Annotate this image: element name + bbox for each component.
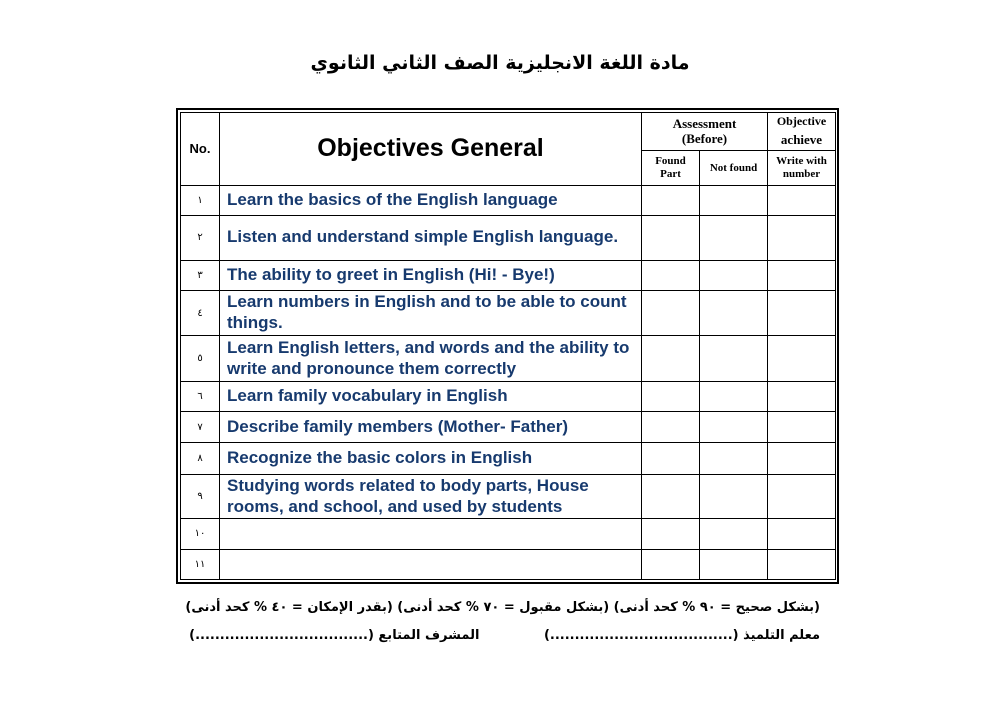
found-part-cell <box>642 519 700 549</box>
not-found-cell <box>700 336 768 381</box>
found-part-cell <box>642 290 700 335</box>
row-number: ٩ <box>181 474 220 518</box>
found-part-cell <box>642 412 700 443</box>
not-found-cell <box>700 290 768 335</box>
header-objective-achieve <box>768 113 836 151</box>
table-row <box>181 260 836 290</box>
row-number: ٢ <box>181 216 220 260</box>
objective-text: The ability to greet in English (Hi! - Bye!) <box>220 260 642 290</box>
row-number: ٤ <box>181 290 220 335</box>
table-row <box>181 290 836 335</box>
write-number-cell <box>768 474 836 518</box>
write-number-cell <box>768 216 836 260</box>
objective-text: Learn family vocabulary in English <box>220 381 642 411</box>
header-objective-line2: achieve <box>780 132 823 148</box>
row-number: ١٠ <box>181 519 220 549</box>
not-found-cell <box>700 185 768 215</box>
table-row <box>181 336 836 381</box>
not-found-cell <box>700 549 768 579</box>
not-found-cell <box>700 412 768 443</box>
write-number-cell <box>768 185 836 215</box>
found-part-cell <box>642 260 700 290</box>
teacher-signature: معلم التلميذ (.....................................) <box>543 628 820 643</box>
not-found-cell <box>700 216 768 260</box>
table-row <box>181 216 836 260</box>
table-row <box>181 519 836 549</box>
objective-text: Describe family members (Mother- Father) <box>220 412 642 443</box>
write-number-cell <box>768 290 836 335</box>
header-write-line1: Write with <box>776 155 827 168</box>
page-title: مادة اللغة الانجليزية الصف الثاني الثانوي <box>310 52 690 74</box>
write-number-cell <box>768 519 836 549</box>
found-part-cell <box>642 443 700 474</box>
signature-line <box>170 628 820 643</box>
write-number-cell <box>768 412 836 443</box>
found-part-cell <box>642 381 700 411</box>
objectives-table <box>180 112 836 580</box>
table-row <box>181 443 836 474</box>
objective-text: Recognize the basic colors in English <box>220 443 642 474</box>
header-found-line1: Found <box>655 155 686 168</box>
header-assessment-line1: Assessment <box>672 115 737 131</box>
objective-text: Learn English letters, and words and the ability to write and pronounce them correctly <box>220 336 642 381</box>
objective-text: Learn the basics of the English language <box>220 185 642 215</box>
found-part-cell <box>642 336 700 381</box>
table-row <box>181 474 836 518</box>
objective-text: Studying words related to body parts, House rooms, and school, and used by students <box>220 474 642 518</box>
objective-text <box>220 549 642 579</box>
header-found-part <box>642 151 700 185</box>
header-found-line2: Part <box>660 168 681 181</box>
write-number-cell <box>768 443 836 474</box>
objective-text: Learn numbers in English and to be able to count things. <box>220 290 642 335</box>
found-part-cell <box>642 549 700 579</box>
not-found-cell <box>700 519 768 549</box>
found-part-cell <box>642 185 700 215</box>
row-number: ٧ <box>181 412 220 443</box>
row-number: ١١ <box>181 549 220 579</box>
objective-text: Listen and understand simple English language. <box>220 216 642 260</box>
not-found-cell <box>700 443 768 474</box>
row-number: ١ <box>181 185 220 215</box>
row-number: ٦ <box>181 381 220 411</box>
header-objectives-general: Objectives General <box>220 113 642 186</box>
table-row <box>181 549 836 579</box>
supervisor-signature: المشرف المتابع (...................................) <box>189 628 480 643</box>
header-not-found: Not found <box>700 151 768 185</box>
header-write-with-number <box>768 151 836 185</box>
found-part-cell <box>642 474 700 518</box>
write-number-cell <box>768 549 836 579</box>
table-row <box>181 381 836 411</box>
row-number: ٥ <box>181 336 220 381</box>
header-assessment-line2: (Before) <box>681 130 728 146</box>
not-found-cell <box>700 474 768 518</box>
objective-text <box>220 519 642 549</box>
write-number-cell <box>768 260 836 290</box>
table-row <box>181 185 836 215</box>
row-number: ٨ <box>181 443 220 474</box>
table-row <box>181 412 836 443</box>
header-objective-line1: Objective <box>776 114 827 129</box>
not-found-cell <box>700 381 768 411</box>
write-number-cell <box>768 381 836 411</box>
row-number: ٣ <box>181 260 220 290</box>
found-part-cell <box>642 216 700 260</box>
header-write-line2: number <box>782 168 821 181</box>
not-found-cell <box>700 260 768 290</box>
write-number-cell <box>768 336 836 381</box>
grading-criteria: (بشكل صحيح = ٩٠ % كحد أدنى) (بشكل مقبول = ٧٠ % كحد أدنى) (بقدر الإمكان = ٤٠ % كحد أدنى) <box>185 600 820 615</box>
header-assessment <box>642 113 768 151</box>
header-no: No. <box>181 113 220 186</box>
